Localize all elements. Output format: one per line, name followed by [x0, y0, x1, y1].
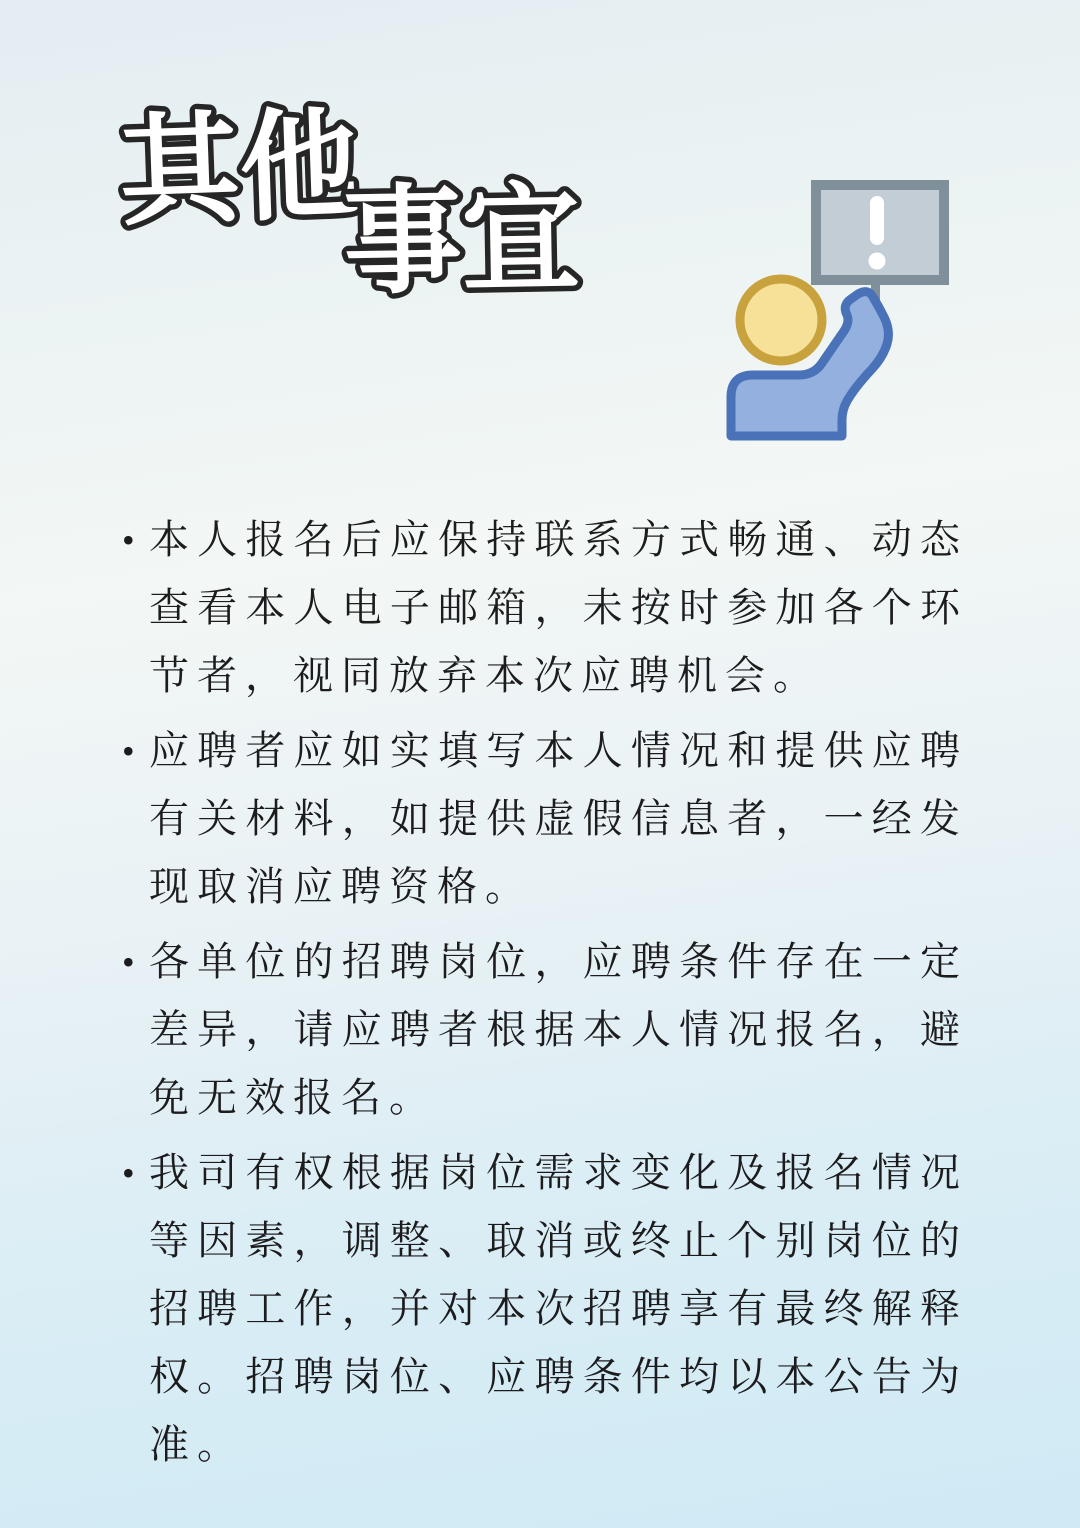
- notice-text: 应聘者应如实填写本人情况和提供应聘有关材料，如提供虚假信息者，一经发现取消应聘资格。: [149, 728, 968, 909]
- page-title-part2: 事宜: [342, 172, 581, 309]
- list-item: [122, 1139, 968, 1479]
- list-item: [122, 717, 968, 921]
- page-title: [108, 76, 688, 346]
- bullet-icon: •: [122, 1153, 135, 1193]
- list-item: [122, 506, 968, 710]
- exclamation-icon: [869, 196, 886, 270]
- notice-list: [122, 506, 968, 1486]
- person-head: [740, 279, 822, 361]
- bullet-icon: •: [122, 942, 135, 982]
- notice-text: 各单位的招聘岗位，应聘条件存在一定差异，请应聘者根据本人情况报名，避免无效报名。: [149, 939, 968, 1120]
- list-item: [122, 928, 968, 1132]
- bullet-icon: •: [122, 731, 135, 771]
- bullet-icon: •: [122, 520, 135, 560]
- page-title-part1: 其他: [117, 97, 363, 241]
- notice-text: 本人报名后应保持联系方式畅通、动态查看本人电子邮箱，未按时参加各个环节者，视同放弃本次应聘机会。: [149, 517, 968, 698]
- notice-text: 我司有权根据岗位需求变化及报名情况等因素，调整、取消或终止个别岗位的招聘工作，并对本次招聘享有最终解释权。招聘岗位、应聘条件均以本公告为准。: [149, 1150, 968, 1467]
- person-holding-exclamation-sign-icon: [695, 168, 995, 468]
